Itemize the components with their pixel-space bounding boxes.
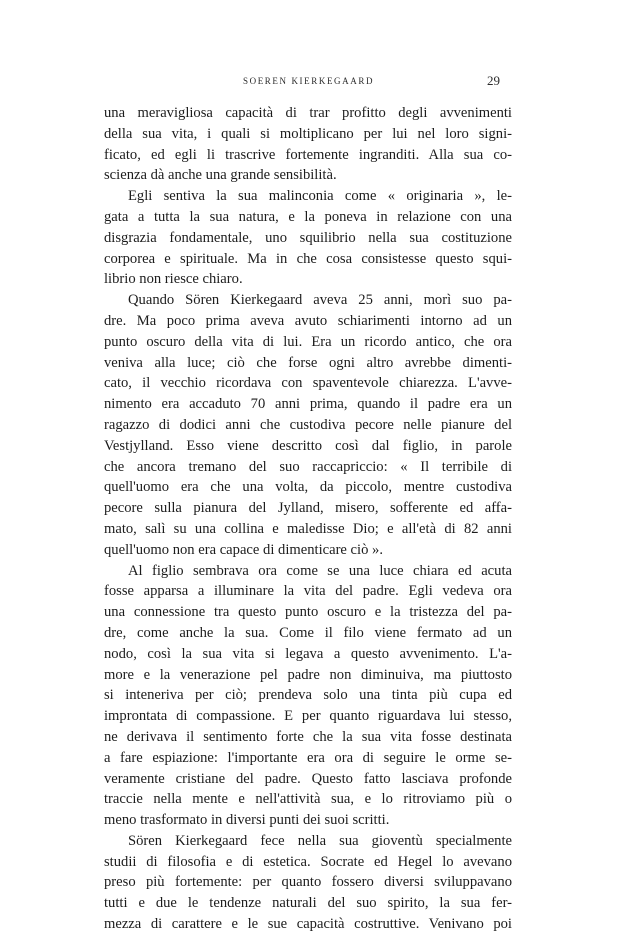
text-line: corporea e spirituale. Ma in che cosa consistesse questo squi- — [104, 250, 512, 267]
text-line: disgrazia fondamentale, uno squilibrio nella sua costituzione — [104, 229, 512, 246]
text-line: tutti e due le tendenze naturali del suo spirito, la sua fer- — [104, 895, 512, 912]
text-line: gata a tutta la sua natura, e la poneva in relazione con una — [104, 208, 512, 225]
header-title: SOEREN KIERKEGAARD — [243, 76, 375, 86]
paragraph-first-line: Egli sentiva la sua malinconia come « originaria », le- — [128, 188, 512, 205]
text-line: dre, come anche la sua. Come il filo viene fermato ad un — [104, 624, 512, 641]
text-line: una connessione tra questo punto oscuro e la tristezza del pa- — [104, 604, 512, 621]
text-line: mezza di carattere e le sue capacità costruttive. Venivano poi — [104, 916, 512, 933]
paragraph-first-line: Al figlio sembrava ora come se una luce chiara ed acuta — [128, 562, 512, 579]
paragraph-first-line: Sören Kierkegaard fece nella sua gioventù specialmente — [128, 832, 512, 849]
body-text — [104, 103, 512, 935]
text-line: preso più fortemente: per quanto fossero diversi sviluppavano — [104, 874, 512, 891]
text-line: Vestjylland. Esso viene descritto così dal figlio, in parole — [104, 437, 512, 454]
text-line: scienza dà anche una grande sensibilità. — [104, 167, 337, 184]
text-line: improntata di compassione. E per quanto riguardava lui stesso, — [104, 708, 512, 725]
text-line: dre. Ma poco prima aveva avuto schiarimenti intorno ad un — [104, 312, 512, 329]
paragraph-first-line: Quando Sören Kierkegaard aveva 25 anni, morì suo pa- — [128, 292, 512, 309]
text-line: quell'uomo era che una volta, da piccolo, mentre custodiva — [104, 479, 512, 496]
text-line: a fare espiazione: l'importante era ora di seguire le orme se- — [104, 749, 512, 766]
text-line: si inteneriva per ciò; prendeva solo una tinta più cupa ed — [104, 687, 512, 704]
text-line: studii di filosofia e di estetica. Socrate ed Hegel lo avevano — [104, 853, 512, 870]
text-line: ficato, ed egli li trascrive fortemente ingranditi. Alla sua co- — [104, 146, 512, 163]
running-header — [0, 73, 627, 93]
text-line: meno trasformato in diversi punti dei suoi scritti. — [104, 812, 390, 829]
text-line: nimento era accaduto 70 anni prima, quando il padre era un — [104, 396, 512, 413]
text-line: cato, il vecchio ricordava con spaventevole chiarezza. L'avve- — [104, 375, 512, 392]
text-line: pecore sulla pianura del Jylland, misero, sofferente ed affa- — [104, 500, 512, 517]
text-line: mato, salì su una collina e maledisse Dio; e all'età di 82 anni — [104, 520, 512, 537]
page-number: 29 — [487, 73, 500, 88]
text-line: traccie nella mente e nell'attività sua, e lo ritroviamo più o — [104, 791, 512, 808]
text-line: quell'uomo non era capace di dimenticare ciò ». — [104, 541, 383, 558]
text-line: librio non riesce chiaro. — [104, 271, 243, 288]
text-line: fosse apparsa a illuminare la vita del padre. Egli vedeva ora — [104, 583, 512, 600]
text-line: more e la venerazione pel padre non diminuiva, ma piuttosto — [104, 666, 512, 683]
text-line: una meravigliosa capacità di trar profitto degli avvenimenti — [104, 105, 512, 121]
text-line: ragazzo di dodici anni che custodiva pecore nelle pianure del — [104, 416, 512, 433]
text-line: ne derivava il sentimento forte che la sua vita fosse destinata — [104, 728, 512, 745]
text-line: nodo, così la sua vita si legava a questo avvenimento. L'a- — [104, 645, 512, 662]
text-line: che ancora tremano del suo raccapriccio: « Il terribile di — [104, 458, 512, 475]
text-line: punto oscuro della vita di lui. Era un ricordo antico, che ora — [104, 333, 512, 350]
text-line: della sua vita, i quali si moltiplicano per lui nel loro signi- — [104, 125, 512, 142]
text-line: veramente cristiane del padre. Questo fatto lasciava profonde — [104, 770, 512, 787]
text-line: veniva alla luce; ciò che forse ogni altro avrebbe dimenti- — [104, 354, 512, 371]
